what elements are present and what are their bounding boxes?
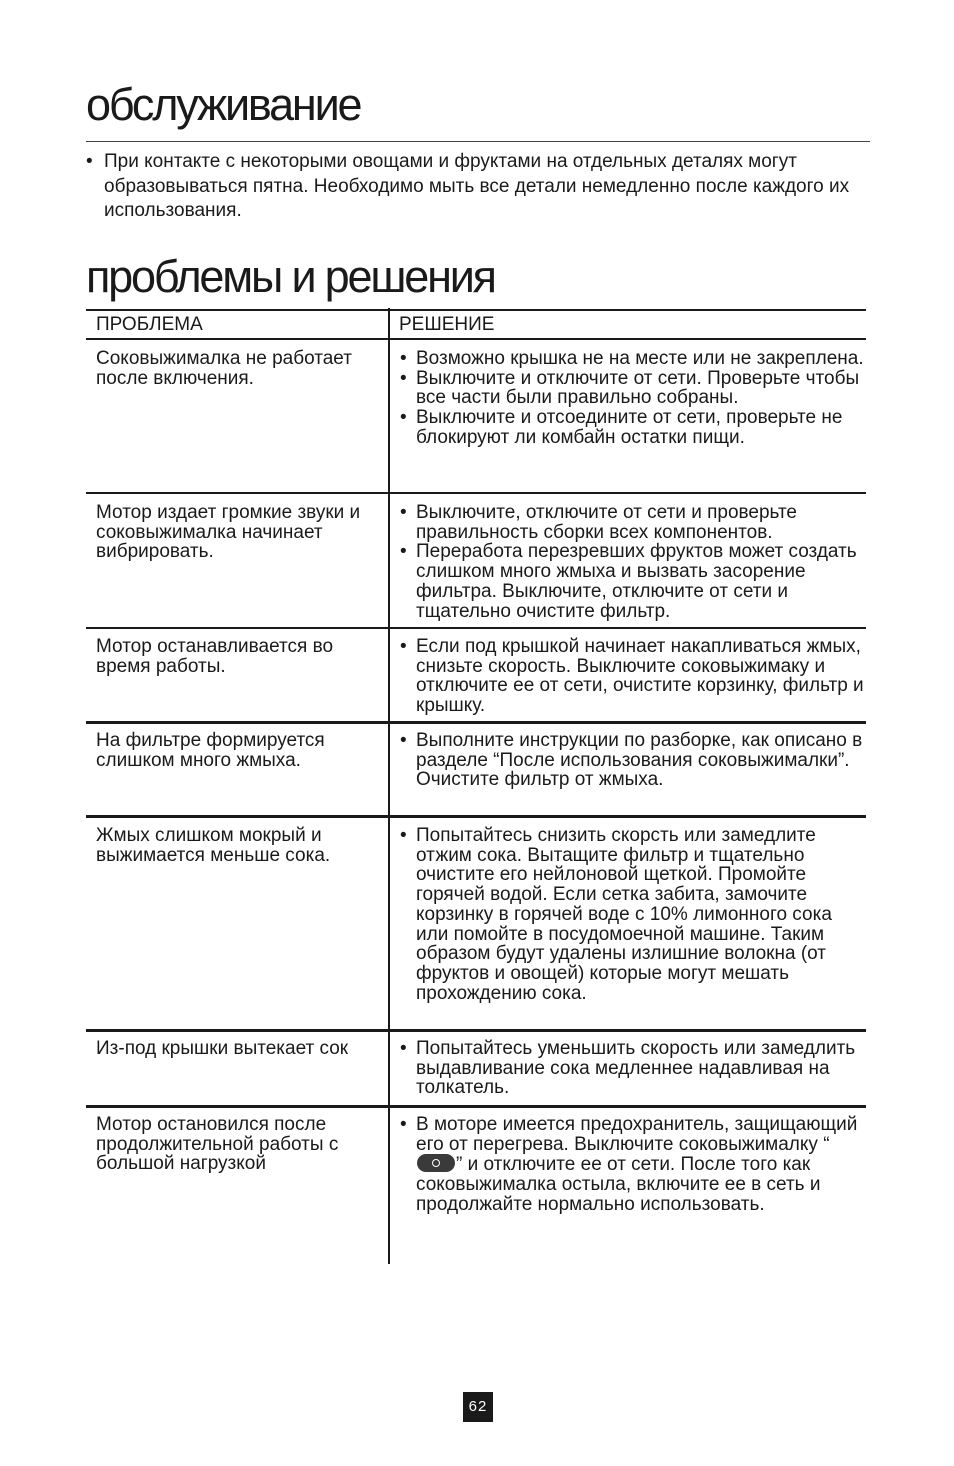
problem-cell: На фильтре формируется слишком много жмыха.	[96, 730, 325, 771]
problem-cell: Из-под крышки вытекает сок	[96, 1038, 349, 1059]
solution-item: • Если под крышкой начинает накапливаться жмых, снизьте скорость. Выключите соковыжимаку и отключите ее от сети, очистите корзинку, фильтр и крышку.	[398, 637, 868, 716]
solution-text: В моторе имеется предохранитель, защищающий его от перегрева. Выключите соковыжималку “	[416, 1114, 858, 1155]
table-top-rule	[86, 309, 866, 311]
row-rule	[86, 627, 866, 629]
title-rule	[86, 141, 870, 142]
solution-item: • Выключите и отключите от сети. Проверьте чтобы все части были правильно собраны.	[398, 369, 868, 408]
solution-cell	[398, 731, 868, 790]
row-rule	[86, 1105, 866, 1108]
solution-item: • Попытайтесь снизить скорсть или замедлите отжим сока. Вытащите фильтр и тщательно очистите его нейлоновой щеткой. Промойте горячей водой. Если сетка забита, замочите корзинку в горячей воде с 10% лимонного сока или помойте в посудомоечной машине. Таким образом будут удалены излишние волокна (от фруктов и овощей) которые могут мешать прохождению сока.	[398, 826, 868, 1003]
power-button-icon	[417, 1154, 455, 1172]
solution-item: • Попытайтесь уменьшить скорость или замедлить выдавливание сока медленнее надавливая на толкатель.	[398, 1039, 868, 1098]
solution-cell	[398, 637, 868, 716]
problem-cell: Жмых слишком мокрый и выжимается меньше сока.	[96, 825, 331, 866]
maintenance-list	[86, 150, 866, 224]
solution-cell	[398, 503, 868, 621]
troubleshooting-title: проблемы и решения	[86, 251, 495, 302]
maintenance-bullet: • При контакте с некоторыми овощами и фруктами на отдельных деталях могут образовываться пятна. Необходимо мыть все детали немедленно после каждого их использования.	[86, 150, 866, 224]
row-rule	[86, 721, 866, 724]
solution-item: • Возможно крышка не на месте или не закреплена.	[398, 349, 868, 369]
row-rule	[86, 1029, 866, 1032]
header-rule	[86, 338, 866, 340]
solution-item	[398, 1115, 868, 1215]
solution-item: • Выключите, отключите от сети и проверьте правильность сборки всех компонентов.	[398, 503, 868, 542]
column-header-solution: РЕШЕНИЕ	[399, 314, 495, 335]
solution-cell	[398, 1039, 868, 1098]
solution-cell	[398, 349, 868, 448]
solution-item: • Выключите и отсоедините от сети, проверьте не блокируют ли комбайн остатки пищи.	[398, 408, 868, 447]
problem-cell: Мотор остановился после продолжительной работы с большой нагрузкой	[96, 1114, 339, 1175]
problem-cell: Соковыжималка не работает после включения.	[96, 348, 352, 389]
solution-item: • Переработа перезревших фруктов может создать слишком много жмыха и вызвать засорение фильтра. Выключите, отключите от сети и тщательно очистите фильтр.	[398, 542, 868, 621]
solution-cell	[398, 826, 868, 1003]
row-rule	[86, 492, 866, 494]
solution-cell	[398, 1115, 868, 1215]
solution-item: • Выполните инструкции по разборке, как описано в разделе “После использования соковыжималки”. Очистите фильтр от жмыха.	[398, 731, 868, 790]
solution-text: ” и отключите ее от сети. После того как соковыжималка остыла, включите ее в сеть и продолжайте нормально использовать.	[416, 1154, 821, 1215]
page-number: 62	[463, 1392, 493, 1422]
problem-cell: Мотор издает громкие звуки и соковыжималка начинает вибрировать.	[96, 502, 361, 563]
column-header-problem: ПРОБЛЕМА	[96, 314, 203, 335]
maintenance-title: обслуживание	[86, 79, 361, 130]
problem-cell: Мотор останавливается во время работы.	[96, 636, 334, 677]
column-divider	[388, 308, 390, 1264]
row-rule	[86, 815, 866, 818]
